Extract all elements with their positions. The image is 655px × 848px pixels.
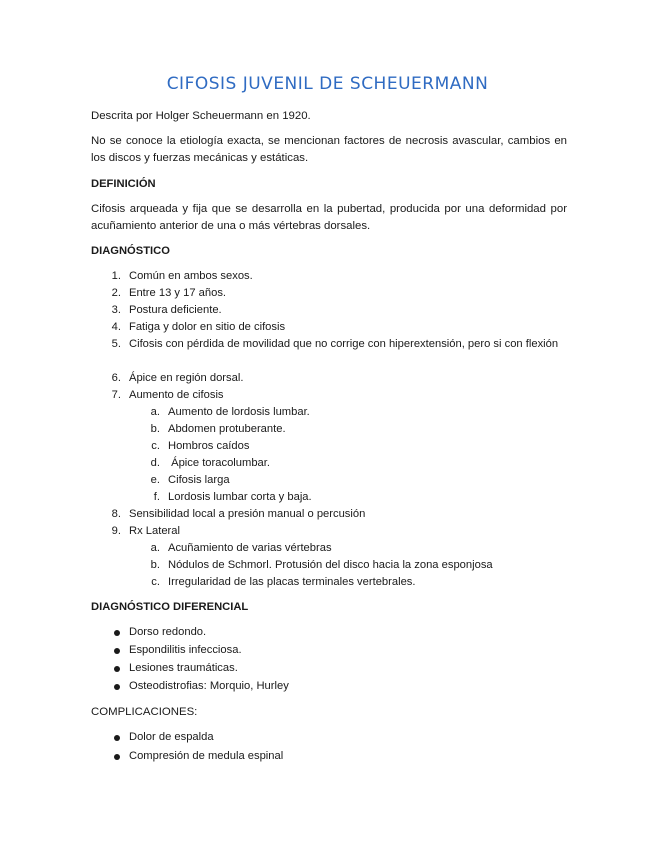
sub-list-letter: c. xyxy=(151,440,160,452)
list-item-text: Postura deficiente. xyxy=(129,304,222,316)
sub-list-text: Aumento de lordosis lumbar. xyxy=(168,406,310,418)
list-item-text: Ápice en región dorsal. xyxy=(129,372,244,384)
sub-list-text: Nódulos de Schmorl. Protusión del disco hacia la zona esponjosa xyxy=(168,559,493,571)
list-number: 3. xyxy=(111,304,121,316)
bullet-item-text: Dolor de espalda xyxy=(129,731,214,743)
bullet-icon xyxy=(114,630,120,636)
sub-list-letter: a. xyxy=(150,406,160,418)
bullet-item-text: Compresión de medula espinal xyxy=(129,750,284,762)
list-number: 9. xyxy=(111,525,121,537)
section-heading-diagnostico: DIAGNÓSTICO xyxy=(91,245,170,257)
bullet-icon xyxy=(114,666,120,672)
sub-list-text: Ápice toracolumbar. xyxy=(168,457,270,469)
list-number: 5. xyxy=(111,338,121,350)
intro-paragraph: No se conoce la etiología exacta, se mencionan factores de necrosis avascular, cambios en los discos y fuerzas mecánicas y estáticas. xyxy=(91,135,567,164)
sub-list-text: Cifosis larga xyxy=(168,474,230,486)
sub-list-letter: f. xyxy=(153,491,160,503)
sub-list-text: Abdomen protuberante. xyxy=(168,423,286,435)
list-item-text: Cifosis con pérdida de movilidad que no corrige con hiperextensión, pero si con flexión xyxy=(129,338,559,350)
bullet-item-text: Espondilitis infecciosa. xyxy=(129,644,242,656)
definicion-text: Cifosis arqueada y fija que se desarrolla en la pubertad, producida por una deformidad por acuñamiento anterior de una o más vértebras dorsales. xyxy=(91,203,567,232)
bullet-item-text: Dorso redondo. xyxy=(129,626,207,638)
intro-paragraph: Descrita por Holger Scheuermann en 1920. xyxy=(91,110,311,122)
list-number: 8. xyxy=(111,508,121,520)
list-number: 1. xyxy=(111,270,121,282)
bullet-item-text: Osteodistrofias: Morquio, Hurley xyxy=(129,680,289,692)
sub-list-text: Lordosis lumbar corta y baja. xyxy=(168,491,312,503)
list-number: 6. xyxy=(111,372,121,384)
section-heading-diferencial: DIAGNÓSTICO DIFERENCIAL xyxy=(91,601,249,613)
sub-list-letter: e. xyxy=(150,474,160,486)
sub-list-text: Hombros caídos xyxy=(168,440,250,452)
list-item-text: Común en ambos sexos. xyxy=(129,270,253,282)
list-item-text: Rx Lateral xyxy=(129,525,180,537)
sub-list-text: Acuñamiento de varias vértebras xyxy=(168,542,332,554)
list-item-text: Fatiga y dolor en sitio de cifosis xyxy=(129,321,286,333)
sub-list-letter: b. xyxy=(150,423,160,435)
bullet-item-text: Lesiones traumáticas. xyxy=(129,662,238,674)
bullet-icon xyxy=(114,684,120,690)
list-item-text: Entre 13 y 17 años. xyxy=(129,287,227,299)
section-heading-complicaciones: COMPLICACIONES: xyxy=(91,706,198,718)
sub-list-letter: a. xyxy=(150,542,160,554)
sub-list-text: Irregularidad de las placas terminales vertebrales. xyxy=(168,576,416,588)
list-number: 2. xyxy=(111,287,121,299)
document-title: CIFOSIS JUVENIL DE SCHEUERMANN xyxy=(166,74,489,94)
bullet-icon xyxy=(114,735,120,741)
section-heading-definicion: DEFINICIÓN xyxy=(91,178,156,190)
sub-list-letter: d. xyxy=(150,457,160,469)
bullet-icon xyxy=(114,648,120,654)
list-number: 7. xyxy=(111,389,121,401)
sub-list-letter: b. xyxy=(150,559,160,571)
bullet-icon xyxy=(114,754,120,760)
list-item-text: Sensibilidad local a presión manual o percusión xyxy=(129,508,366,520)
list-number: 4. xyxy=(111,321,121,333)
list-item-text: Aumento de cifosis xyxy=(129,389,224,401)
sub-list-letter: c. xyxy=(151,576,160,588)
